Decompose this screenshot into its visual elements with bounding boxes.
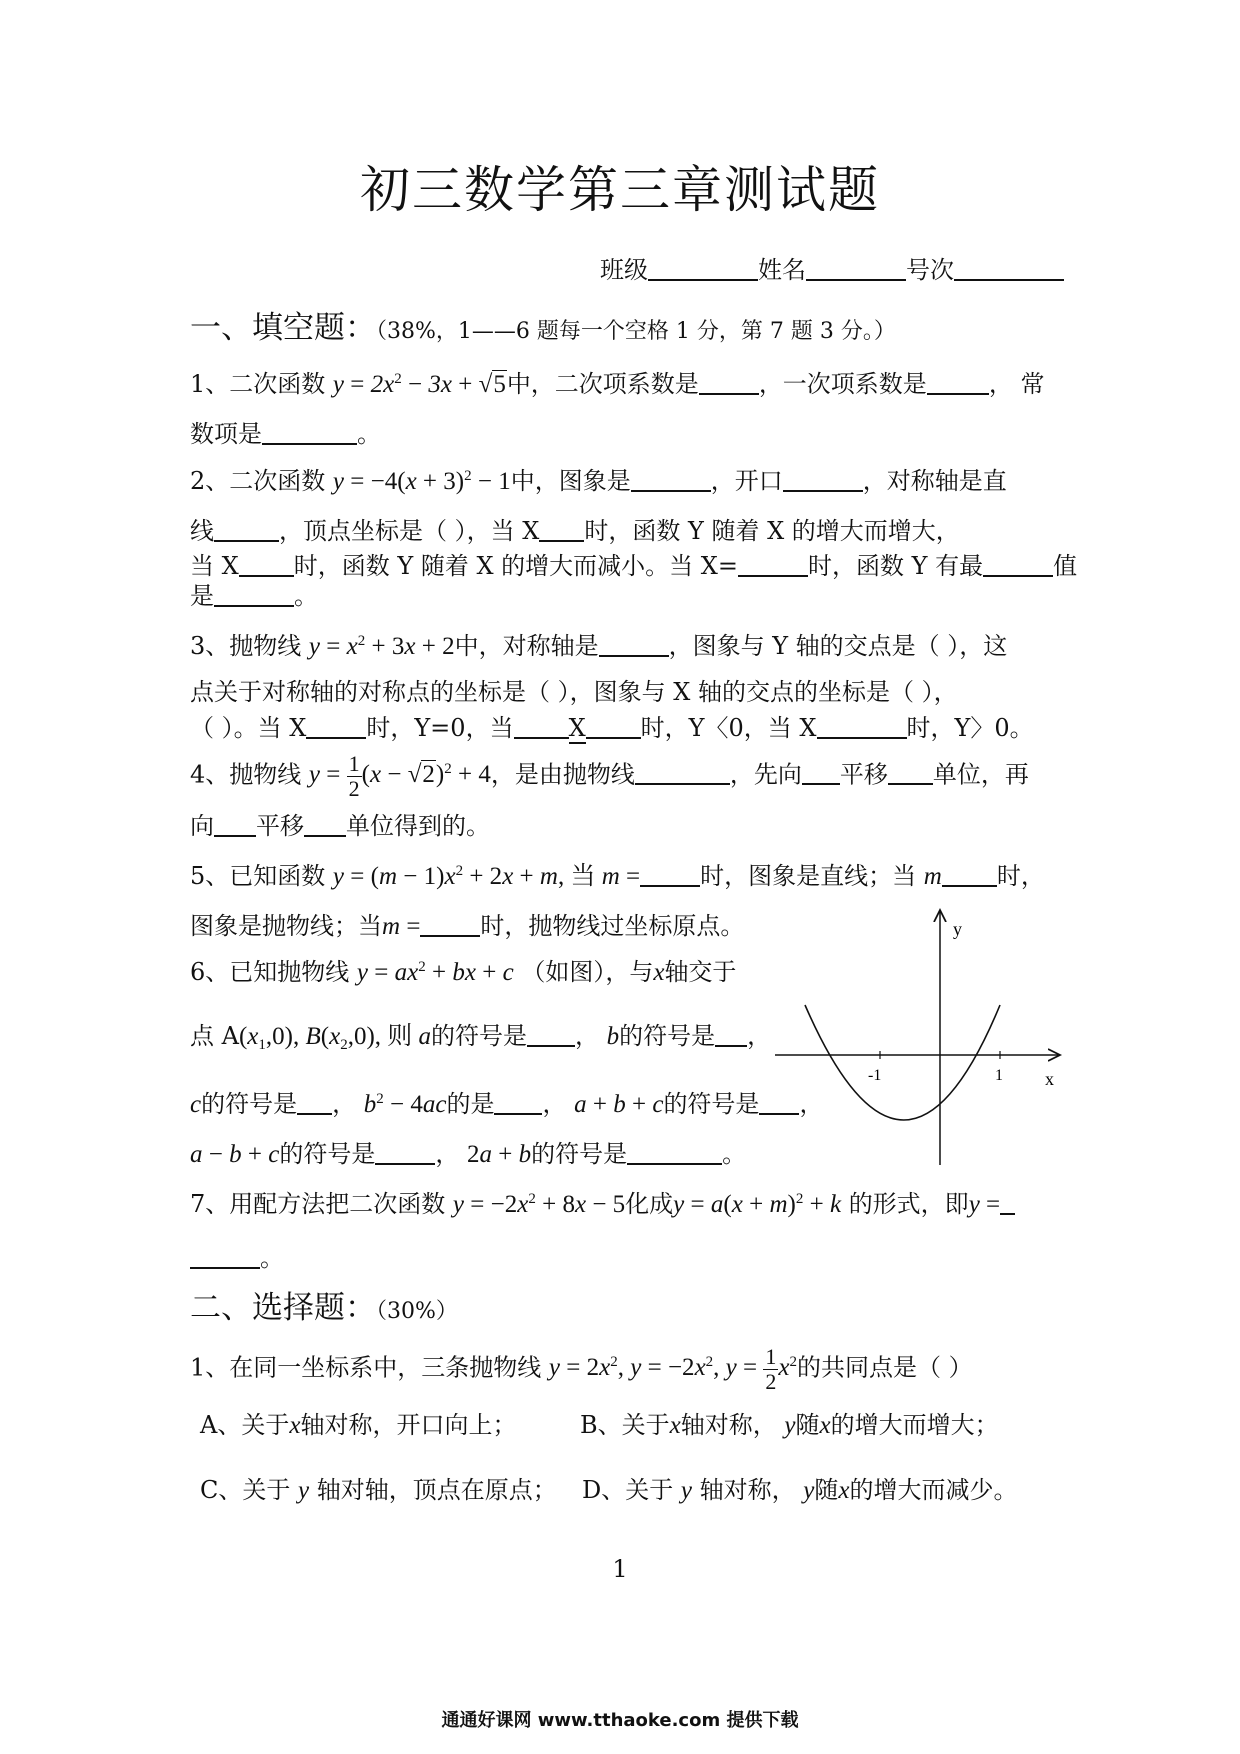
q2-blank-1[interactable] bbox=[631, 465, 711, 492]
name-label: 姓名 bbox=[758, 256, 806, 284]
mc-option-b[interactable]: B、关于x轴对称， y随x的增大而增大； bbox=[580, 1411, 999, 1439]
number-field[interactable] bbox=[954, 254, 1064, 281]
page-title: 初三数学第三章测试题 bbox=[360, 161, 880, 219]
section-1-note: （38%，1——6 题每一个空格 1 分，第 7 题 3 分。） bbox=[376, 319, 896, 344]
q4-blank-3[interactable] bbox=[888, 758, 933, 785]
question-1: 1、二次函数 $y = 2x^2 - 3x + √5$中，二次项系数是 ，一次项系数是 ， 常 bbox=[190, 368, 1044, 397]
q4-blank-5[interactable] bbox=[304, 810, 346, 837]
class-field[interactable] bbox=[648, 254, 758, 281]
q5-blank-1[interactable] bbox=[640, 860, 700, 887]
number-label: 号次 bbox=[906, 256, 954, 284]
q1-blank-2[interactable] bbox=[927, 368, 989, 395]
q1-blank-1[interactable] bbox=[699, 368, 759, 395]
q6-blank-7[interactable] bbox=[627, 1138, 722, 1165]
q6-blank-1[interactable] bbox=[527, 1020, 575, 1047]
q5-formula: $y = (m - 1)x^2 + 2x + m$, 当 m = bbox=[332, 863, 641, 891]
q1-blank-3[interactable] bbox=[262, 418, 357, 445]
question-3-cont-2: （ ）。当 X 时，Y=0，当 X 时，Y〈0，当 X 时，Y〉0。 bbox=[190, 712, 1034, 740]
q3-blank-3b[interactable] bbox=[586, 712, 641, 739]
q6-formula: $y = ax^2$ + bx + c bbox=[356, 959, 514, 986]
question-3: 3、抛物线 $y = x^2 + 3x + 2$中，对称轴是 ，图象与 Y 轴的交点是（ ），这 bbox=[190, 630, 1007, 659]
question-4-cont: 向 平移 单位得到的。 bbox=[190, 810, 490, 838]
question-7-cont: 。 bbox=[190, 1242, 284, 1270]
q2-blank-4[interactable] bbox=[539, 515, 584, 542]
tick-label-1: 1 bbox=[995, 1067, 1003, 1084]
q6-blank-4[interactable] bbox=[494, 1088, 542, 1115]
q4-formula: y = $\frac{1}{2}$ $(x - √2)^2 + 4$ bbox=[308, 751, 491, 802]
q2-blank-6[interactable] bbox=[738, 550, 808, 577]
q7-blank-1[interactable] bbox=[1000, 1188, 1015, 1215]
student-info bbox=[600, 250, 1064, 285]
question-5-cont: 图象是抛物线；当m = 时，抛物线过坐标原点。 bbox=[190, 910, 744, 939]
mc-question-1: 1、在同一坐标系中，三条抛物线 $y = 2x^2$, $y = -2x^2$, y = $\frac{1}{2}$ $x^2$的共同点是（ ） bbox=[190, 1344, 973, 1395]
question-6-cont-2: c的符号是 ， $b^2 - 4ac$的是 ， a + b + c的符号是 ， bbox=[190, 1088, 823, 1117]
q4-blank-1[interactable] bbox=[635, 758, 730, 785]
q3-formula: $y = x^2 + 3x + 2$ bbox=[308, 633, 455, 661]
tick-label-neg-1: -1 bbox=[868, 1067, 882, 1084]
q6-blank-6[interactable] bbox=[375, 1138, 435, 1165]
q2-blank-2[interactable] bbox=[783, 465, 863, 492]
question-1-cont: 数项是 。 bbox=[190, 418, 381, 446]
q2-blank-5[interactable] bbox=[239, 550, 294, 577]
question-6: 6、已知抛物线 $y = ax^2$ + bx + c （如图），与x轴交于 bbox=[190, 958, 737, 986]
class-label: 班级 bbox=[600, 256, 648, 284]
q3-blank-4[interactable] bbox=[817, 712, 907, 739]
question-6-cont-1: 点 $A(x_1,0)$, $B(x_2,0)$, 则 a的符号是 ， b的符号是 ， bbox=[190, 1020, 771, 1049]
q4-blank-4[interactable] bbox=[214, 810, 256, 837]
footer-watermark: 通通好课网 www.tthaoke.com 提供下载 bbox=[441, 1710, 799, 1731]
mc-option-a[interactable]: A、关于x轴对称，开口向上； bbox=[200, 1411, 517, 1439]
q1-formula: $y = 2x^2 - 3x + √5$ bbox=[332, 371, 506, 399]
question-2-cont-2: 当 X 时，函数 Y 随着 X 的增大而减小。当 X= 时，函数 Y 有最 值 bbox=[190, 550, 1077, 578]
q4-blank-2[interactable] bbox=[802, 758, 840, 785]
page-number: 1 bbox=[612, 1555, 628, 1583]
question-2: 2、二次函数 $y = -4(x + 3)^2 - 1$中，图象是 ，开口 ，对称轴是直 bbox=[190, 465, 1007, 494]
section-1-heading: 一、填空题：（38%，1——6 题每一个空格 1 分，第 7 题 3 分。） bbox=[190, 310, 896, 346]
y-axis-label: y bbox=[953, 919, 962, 939]
question-4: 4、抛物线 y = $\frac{1}{2}$ $(x - √2)^2 + 4$，是由抛物线 ，先向 平移 单位，再 bbox=[190, 751, 1029, 802]
q2-formula: $y = -4(x + 3)^2 - 1$ bbox=[332, 468, 511, 496]
q7-blank-2[interactable] bbox=[190, 1242, 260, 1269]
parabola-curve bbox=[805, 1005, 1000, 1120]
q3-blank-2[interactable] bbox=[306, 712, 366, 739]
question-3-cont-1: 点关于对称轴的对称点的坐标是（ ），图象与 X 轴的交点的坐标是（ ）， bbox=[190, 678, 958, 706]
question-2-cont-3: 是 。 bbox=[190, 580, 318, 608]
q5-blank-2[interactable] bbox=[942, 860, 997, 887]
name-field[interactable] bbox=[806, 254, 906, 281]
q3-blank-1[interactable] bbox=[599, 630, 669, 657]
question-6-cont-3: a − b + c的符号是 ， 2a + b的符号是 。 bbox=[190, 1138, 746, 1167]
mc-option-d[interactable]: D、关于 y 轴对称， y随x的增大而减少。 bbox=[582, 1476, 1018, 1504]
q5-blank-3[interactable] bbox=[420, 910, 480, 937]
q3-blank-3a[interactable] bbox=[514, 712, 569, 739]
section-2-heading: 二、选择题：（30%） bbox=[190, 1290, 458, 1326]
q2-blank-8[interactable] bbox=[214, 580, 294, 607]
mc-option-c[interactable]: C、关于 y 轴对轴，顶点在原点； bbox=[200, 1476, 557, 1504]
question-5: 5、已知函数 $y = (m - 1)x^2 + 2x + m$, 当 m = 时，图象是直线；当 m 时， bbox=[190, 860, 1045, 889]
parabola-graph bbox=[770, 905, 1070, 1170]
q2-blank-7[interactable] bbox=[983, 550, 1053, 577]
x-axis-label: x bbox=[1045, 1069, 1054, 1089]
question-2-cont-1: 线 ，顶点坐标是（ ），当 X 时，函数 Y 随着 X 的增大而增大， bbox=[190, 515, 960, 543]
q6-blank-3[interactable] bbox=[297, 1088, 332, 1115]
question-7: 7、用配方法把二次函数 $y = -2x^2 + 8x - 5$化成$y = a(x + m)^2 + k$ 的形式，即y = bbox=[190, 1188, 1015, 1217]
section-2-note: （30%） bbox=[376, 1299, 458, 1324]
q2-blank-3[interactable] bbox=[214, 515, 279, 542]
q6-blank-2[interactable] bbox=[715, 1020, 747, 1047]
